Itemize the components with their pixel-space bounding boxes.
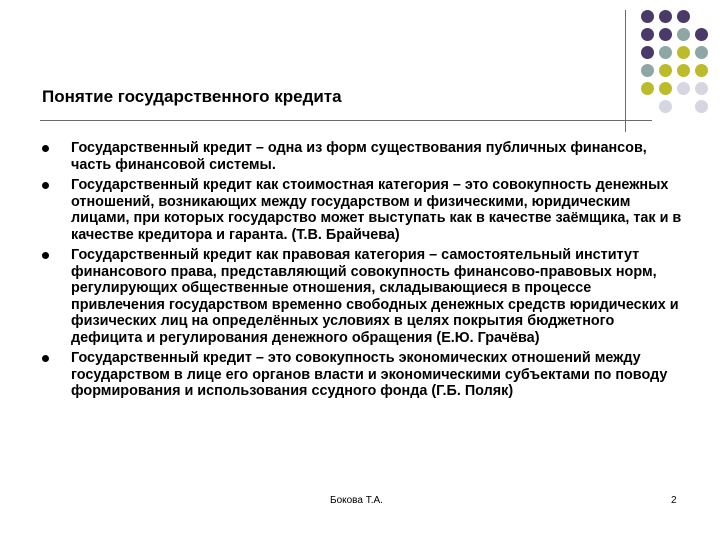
bullet-icon bbox=[42, 252, 49, 259]
decorative-dot bbox=[641, 10, 654, 23]
decorative-dot bbox=[695, 100, 708, 113]
decorative-dot bbox=[677, 10, 690, 23]
decorative-dot bbox=[641, 64, 654, 77]
decorative-dot bbox=[695, 28, 708, 41]
decorative-dot bbox=[659, 64, 672, 77]
decorative-dot bbox=[695, 46, 708, 59]
decorative-dot bbox=[659, 10, 672, 23]
decorative-dot bbox=[677, 28, 690, 41]
list-item-text: Государственный кредит как правовая категория – самостоятельный институт финансового права, представляющий совокупность финансово-правовых норм, регулирующих общественные отношения, складывающиеся в процессе привлечения государством временно свободных денежных средств юридических и физических лиц на определённых условиях в целях покрытия бюджетного дефицита и регулирования денежного обращения (Е.Ю. Грачёва) bbox=[71, 247, 679, 346]
list-item-text: Государственный кредит как стоимостная категория – это совокупность денежных отношений, возникающих между государством и физическими, юридическим лицами, при которых государство может выступать как в качестве заёмщика, так и в качестве кредитора и гаранта. (Т.В. Брайчева) bbox=[71, 177, 682, 243]
page-number: 2 bbox=[671, 495, 677, 506]
list-item bbox=[42, 350, 682, 400]
list-item bbox=[42, 177, 682, 243]
bullet-icon bbox=[42, 145, 49, 152]
decorative-dot bbox=[659, 82, 672, 95]
decorative-dot bbox=[641, 46, 654, 59]
decorative-dot bbox=[677, 46, 690, 59]
list-item-text: Государственный кредит – это совокупность экономических отношений между государством в лице его органов власти и экономическими субъектами по поводу формирования и использования ссудного фонда (Г.Б. Поляк) bbox=[71, 350, 668, 399]
decorative-dot bbox=[659, 28, 672, 41]
list-item bbox=[42, 247, 682, 346]
slide-title: Понятие государственного кредита bbox=[42, 87, 342, 106]
decorative-dot bbox=[641, 28, 654, 41]
decorative-dot bbox=[659, 46, 672, 59]
decorative-dot-grid bbox=[641, 10, 713, 120]
bullet-list bbox=[42, 140, 682, 404]
list-item-text: Государственный кредит – одна из форм существования публичных финансов, часть финансовой системы. bbox=[71, 140, 647, 173]
decorative-dot bbox=[677, 64, 690, 77]
bullet-icon bbox=[42, 182, 49, 189]
decorative-dot bbox=[659, 100, 672, 113]
footer-author: Бокова Т.А. bbox=[330, 495, 383, 506]
bullet-icon bbox=[42, 355, 49, 362]
decorative-dot bbox=[641, 82, 654, 95]
vertical-divider bbox=[625, 10, 626, 132]
list-item bbox=[42, 140, 682, 173]
title-underline bbox=[40, 120, 652, 121]
decorative-dot bbox=[695, 64, 708, 77]
decorative-dot bbox=[677, 82, 690, 95]
decorative-dot bbox=[695, 82, 708, 95]
